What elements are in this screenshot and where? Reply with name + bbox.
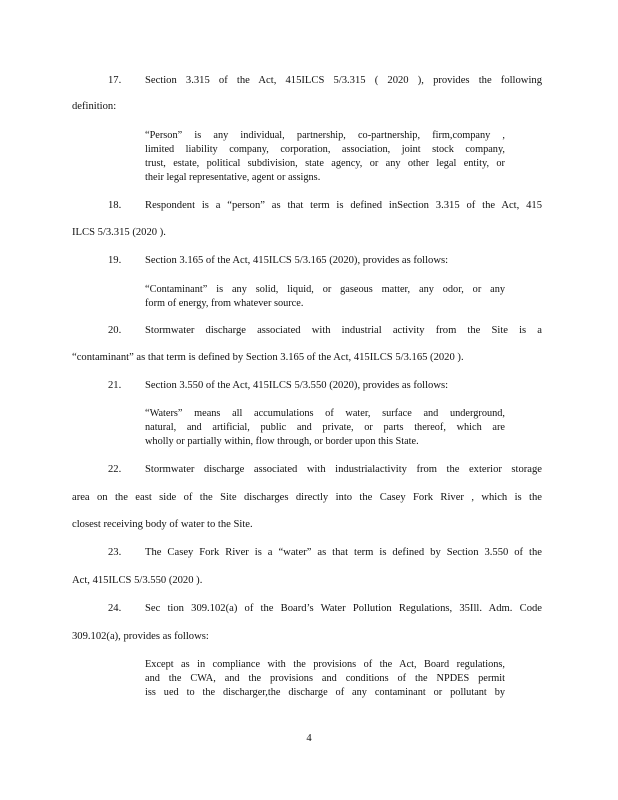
- paragraph-24-line-2: 309.102(a), provides as follows:: [72, 631, 209, 642]
- paragraph-24-line-1: Sec tion 309.102(a) of the Board’s Water Pollution Regulations, 35Ill. Adm. Code: [145, 603, 542, 614]
- paragraph-17-line-2: definition:: [72, 101, 117, 112]
- paragraph-22-line-1: Stormwater discharge associated with industrialactivity from the exterior storage: [145, 464, 542, 475]
- paragraph-number-17: 17.: [108, 75, 122, 86]
- paragraph-22-line-3: closest receiving body of water to the Site.: [72, 519, 253, 530]
- paragraph-18-line-2: ILCS 5/3.315 (2020 ).: [72, 227, 166, 238]
- quote-21-line-2: natural, and artificial, public and private, or parts thereof, which are: [145, 422, 505, 433]
- quote-21-line-3: wholly or partially within, flow through, or border upon this State.: [145, 436, 419, 447]
- paragraph-number-21: 21.: [108, 380, 122, 391]
- quote-19-line-2: form of energy, from whatever source.: [145, 298, 304, 309]
- quote-17-line-4: their legal representative, agent or assigns.: [145, 172, 321, 183]
- paragraph-20-line-2: “contaminant” as that term is defined by Section 3.165 of the Act, 415ILCS 5/3.165 (2020 ).: [72, 352, 464, 363]
- quote-17-line-1: “Person” is any individual, partnership, co-partnership, firm,company ,: [145, 130, 505, 141]
- quote-21-line-1: “Waters” means all accumulations of water, surface and underground,: [145, 408, 505, 419]
- quote-17-line-2: limited liability company, corporation, association, joint stock company,: [145, 144, 505, 155]
- paragraph-17-line-1: Section 3.315 of the Act, 415ILCS 5/3.315 ( 2020 ), provides the following: [145, 75, 542, 86]
- paragraph-21-line-1: Section 3.550 of the Act, 415ILCS 5/3.550 (2020), provides as follows:: [145, 380, 449, 391]
- quote-24-line-3: iss ued to the discharger,the discharge of any contaminant or pollutant by: [145, 687, 505, 698]
- paragraph-20-line-1: Stormwater discharge associated with industrial activity from the Site is a: [145, 325, 542, 336]
- paragraph-19-line-1: Section 3.165 of the Act, 415ILCS 5/3.165 (2020), provides as follows:: [145, 255, 449, 266]
- paragraph-23-line-2: Act, 415ILCS 5/3.550 (2020 ).: [72, 575, 203, 586]
- paragraph-18-line-1: Respondent is a “person” as that term is defined inSection 3.315 of the Act, 415: [145, 200, 542, 211]
- page-number: 4: [306, 733, 312, 744]
- quote-19-line-1: “Contaminant” is any solid, liquid, or gaseous matter, any odor, or any: [145, 284, 505, 295]
- paragraph-number-23: 23.: [108, 547, 122, 558]
- quote-24-line-1: Except as in compliance with the provisions of the Act, Board regulations,: [145, 659, 505, 670]
- paragraph-number-22: 22.: [108, 464, 122, 475]
- paragraph-number-19: 19.: [108, 255, 122, 266]
- paragraph-number-24: 24.: [108, 603, 122, 614]
- quote-24-line-2: and the CWA, and the provisions and conditions of the NPDES permit: [145, 673, 505, 684]
- paragraph-number-18: 18.: [108, 200, 122, 211]
- quote-17-line-3: trust, estate, political subdivision, state agency, or any other legal entity, or: [145, 158, 505, 169]
- paragraph-22-line-2: area on the east side of the Site discharges directly into the Casey Fork River , which is the: [72, 492, 542, 503]
- paragraph-number-20: 20.: [108, 325, 122, 336]
- paragraph-23-line-1: The Casey Fork River is a “water” as that term is defined by Section 3.550 of the: [145, 547, 542, 558]
